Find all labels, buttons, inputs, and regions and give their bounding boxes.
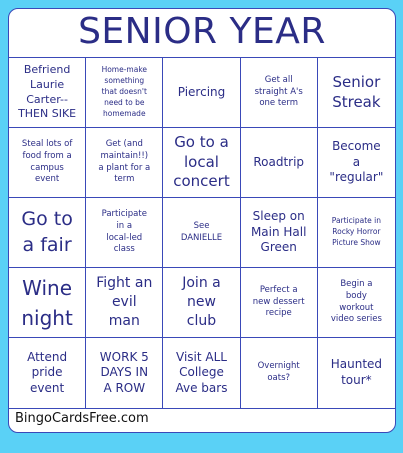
bingo-cell[interactable]: See DANIELLE <box>163 198 240 268</box>
bingo-cell[interactable]: Perfect a new dessert recipe <box>241 268 318 338</box>
bingo-card <box>8 8 396 433</box>
bingo-cell[interactable]: Home-make something that doesn't need to be homemade <box>86 58 163 128</box>
bingo-cell[interactable]: Steal lots of food from a campus event <box>9 128 86 198</box>
bingo-cell[interactable]: Participate in a local-led class <box>86 198 163 268</box>
card-title: SENIOR YEAR <box>78 11 326 52</box>
bingo-cell[interactable]: WORK 5 DAYS IN A ROW <box>86 338 163 408</box>
bingo-cell[interactable]: Wine night <box>9 268 86 338</box>
bingo-grid <box>9 57 395 409</box>
bingo-cell[interactable]: Get (and maintain!!) a plant for a term <box>86 128 163 198</box>
bingo-cell[interactable]: Attend pride event <box>9 338 86 408</box>
bingo-cell[interactable]: Roadtrip <box>241 128 318 198</box>
bingo-cell[interactable]: Go to a fair <box>9 198 86 268</box>
bingo-cell[interactable]: Join a new club <box>163 268 240 338</box>
bingo-cell[interactable]: Visit ALL College Ave bars <box>163 338 240 408</box>
bingo-cell[interactable]: Fight an evil man <box>86 268 163 338</box>
bingo-cell[interactable]: Sleep on Main Hall Green <box>241 198 318 268</box>
bingo-cell[interactable]: Go to a local concert <box>163 128 240 198</box>
bingo-cell[interactable]: Haunted tour* <box>330 357 383 387</box>
bingo-cell[interactable]: Piercing <box>163 58 240 128</box>
bingo-cell[interactable]: Overnight oats? <box>241 338 318 408</box>
bingo-cell[interactable]: Befriend Laurie Carter-- THEN SIKE <box>9 58 86 128</box>
bingo-cell[interactable]: Senior Streak <box>318 58 395 128</box>
bingo-cell[interactable]: Get all straight A's one term <box>241 58 318 128</box>
bingo-cell[interactable]: Begin a body workout video series <box>318 268 395 338</box>
footer-brand: BingoCardsFree.com <box>15 411 149 426</box>
bingo-cell[interactable]: Participate in Rocky Horror Picture Show <box>318 198 395 268</box>
bingo-cell[interactable]: Become a "regular" <box>318 128 395 198</box>
